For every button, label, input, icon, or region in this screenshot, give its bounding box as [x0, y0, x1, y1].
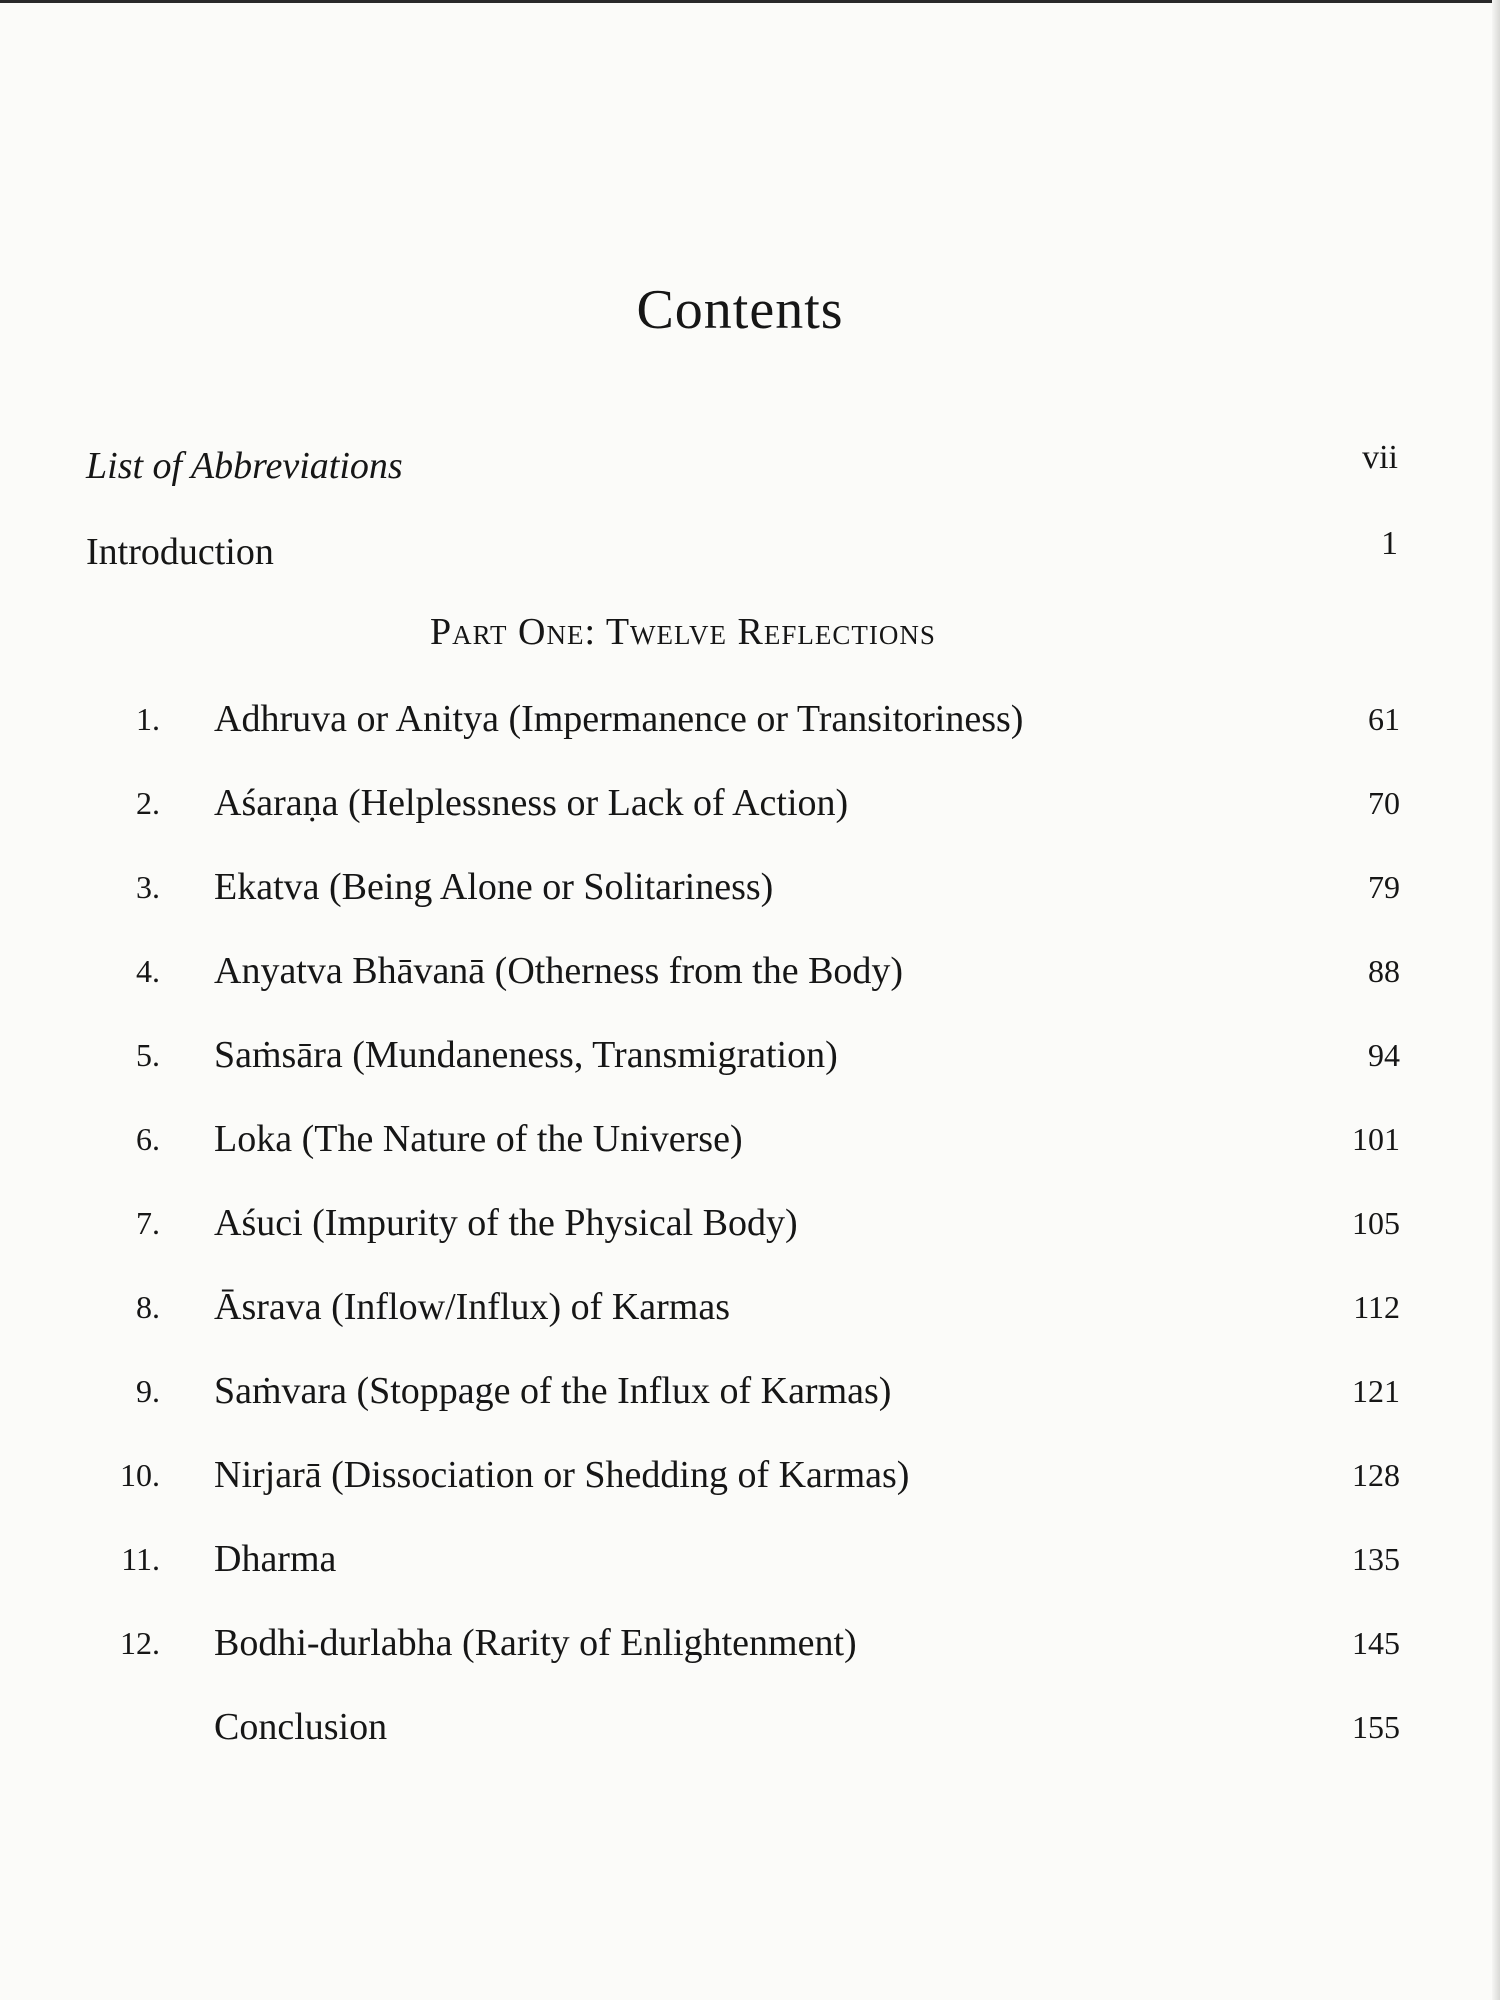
toc-entry — [0, 1450, 1500, 1500]
entry-number: 5. — [136, 1037, 160, 1073]
entry-label: Ekatva (Being Alone or Solitariness) — [214, 866, 774, 908]
entry-number: 9. — [136, 1373, 160, 1409]
entry-page: 112 — [1353, 1289, 1400, 1325]
toc-entry — [0, 694, 1500, 744]
entry-number: 10. — [120, 1457, 160, 1493]
entry-page: 101 — [1352, 1121, 1400, 1157]
toc-entry — [0, 862, 1500, 912]
front-matter-page: vii — [1362, 439, 1398, 476]
entry-number: 1. — [136, 701, 160, 737]
entry-page: 79 — [1368, 869, 1400, 905]
entry-label: Aśaraṇa (Helplessness or Lack of Action) — [214, 782, 849, 824]
entry-page: 155 — [1352, 1709, 1400, 1745]
entry-number: 6. — [136, 1121, 160, 1157]
page-title: Contents — [636, 279, 844, 341]
entry-page: 135 — [1352, 1541, 1400, 1577]
entry-number: 12. — [120, 1625, 160, 1661]
entry-label: Dharma — [214, 1538, 337, 1580]
entry-label: Āsrava (Inflow/Influx) of Karmas — [214, 1286, 730, 1328]
toc-entry — [0, 1702, 1500, 1752]
entry-label: Nirjarā (Dissociation or Shedding of Karmas) — [214, 1454, 910, 1496]
toc-entry — [0, 946, 1500, 996]
toc-entry — [0, 1198, 1500, 1248]
page-top-edge — [0, 0, 1500, 3]
entry-page: 88 — [1368, 953, 1400, 989]
entry-page: 70 — [1368, 785, 1400, 821]
entry-label: Adhruva or Anitya (Impermanence or Transitoriness) — [214, 698, 1024, 740]
toc-entry — [0, 778, 1500, 828]
entry-number: 8. — [136, 1289, 160, 1325]
entry-label: Saṁvara (Stoppage of the Influx of Karmas) — [214, 1370, 892, 1412]
toc-entry — [0, 1534, 1500, 1584]
toc-entry — [0, 1030, 1500, 1080]
front-matter-page: 1 — [1381, 525, 1398, 562]
front-matter-label: Introduction — [86, 531, 274, 573]
entry-label: Loka (The Nature of the Universe) — [214, 1118, 743, 1160]
entry-number: 11. — [121, 1541, 160, 1577]
entry-label: Bodhi-durlabha (Rarity of Enlightenment) — [214, 1622, 857, 1664]
toc-entry — [0, 1114, 1500, 1164]
toc-entry — [0, 1618, 1500, 1668]
page-right-edge — [1492, 0, 1500, 2000]
entry-label: Aśuci (Impurity of the Physical Body) — [214, 1202, 798, 1244]
toc-entry — [0, 1366, 1500, 1416]
entry-label: Conclusion — [214, 1706, 388, 1748]
entry-page: 128 — [1352, 1457, 1400, 1493]
entry-number: 2. — [136, 785, 160, 821]
entry-number: 4. — [136, 953, 160, 989]
entry-page: 94 — [1368, 1037, 1400, 1073]
toc-entry — [0, 1282, 1500, 1332]
entry-page: 61 — [1368, 701, 1400, 737]
entry-label: Saṁsāra (Mundaneness, Transmigration) — [214, 1034, 838, 1076]
entry-page: 145 — [1352, 1625, 1400, 1661]
entry-number: 3. — [136, 869, 160, 905]
front-matter-label: List of Abbreviations — [86, 445, 403, 487]
entry-page: 121 — [1352, 1373, 1400, 1409]
entry-label: Anyatva Bhāvanā (Otherness from the Body) — [214, 950, 904, 992]
part-heading: Part One: Twelve Reflections — [430, 611, 936, 653]
entry-page: 105 — [1352, 1205, 1400, 1241]
entry-number: 7. — [136, 1205, 160, 1241]
